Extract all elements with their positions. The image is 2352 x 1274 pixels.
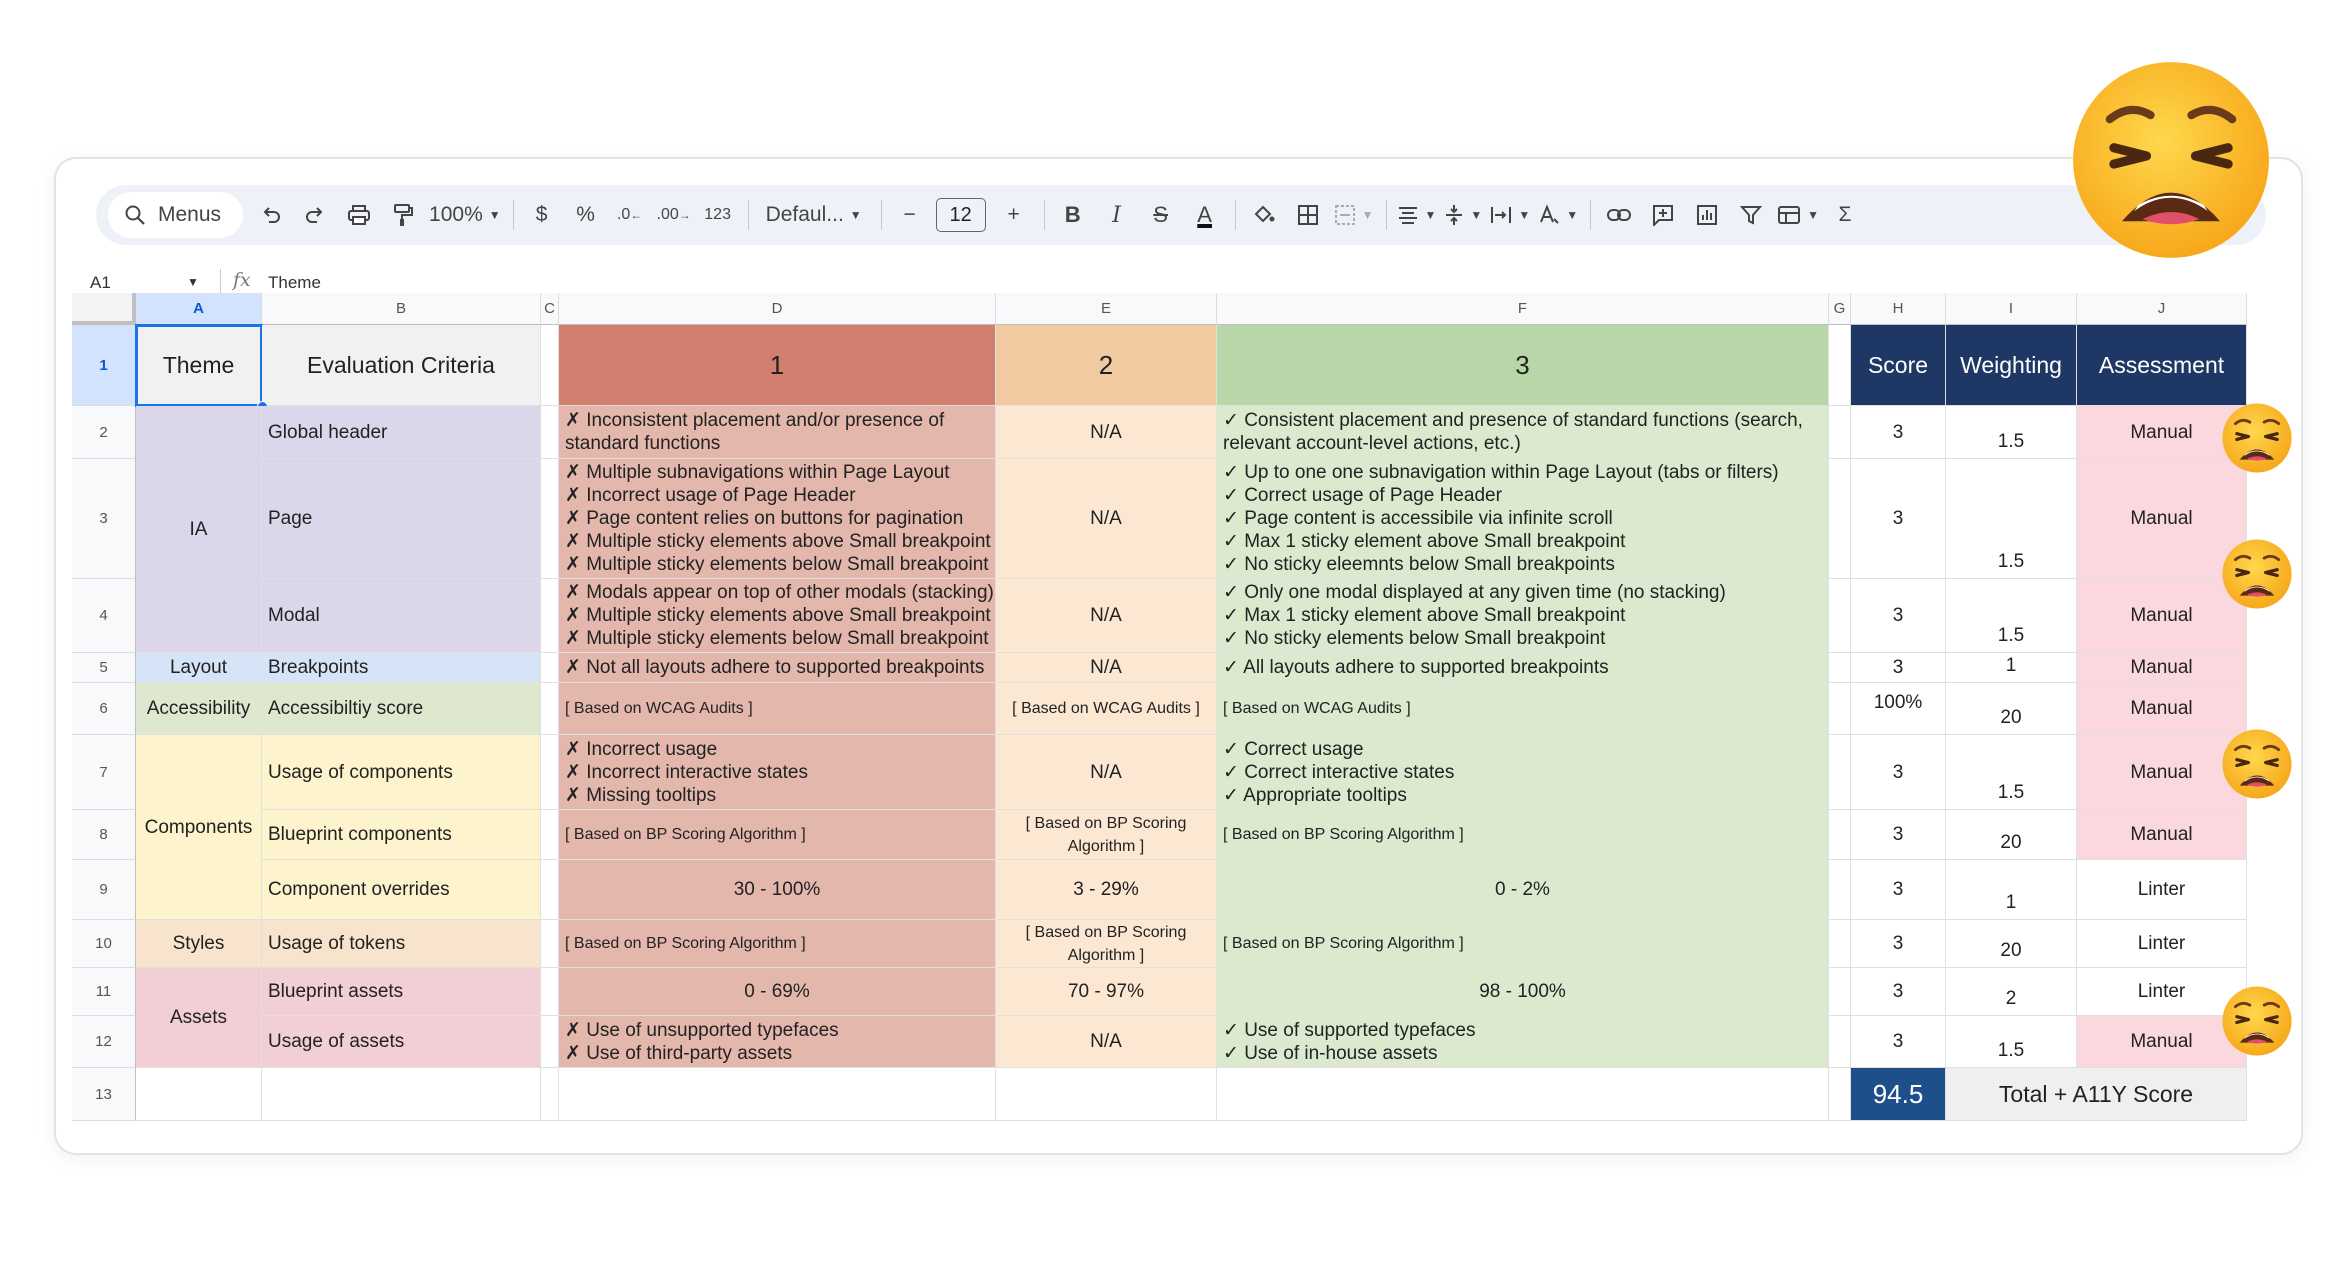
level-2-criteria[interactable]: N/A (996, 459, 1217, 579)
weighting-cell[interactable]: 1.5 (1946, 579, 2077, 653)
italic-button[interactable] (1099, 195, 1135, 235)
assessment-cell[interactable]: Manual (2077, 683, 2247, 735)
borders-button[interactable] (1290, 195, 1326, 235)
assessment-cell[interactable]: Manual (2077, 653, 2247, 683)
weary-face-icon (2221, 402, 2293, 474)
column-c-spacer[interactable] (541, 579, 559, 653)
empty-cell[interactable] (559, 1068, 996, 1121)
decrease-font-size-button[interactable] (892, 195, 928, 235)
zoom-value: 100% (429, 203, 483, 226)
row-header-11[interactable]: 11 (72, 968, 136, 1016)
column-g-spacer[interactable] (1829, 860, 1851, 920)
assessment-cell[interactable]: Manual (2077, 579, 2247, 653)
assessment-cell[interactable]: Manual (2077, 459, 2247, 579)
weary-face-emoji (2221, 538, 2293, 610)
filter-button[interactable] (1733, 195, 1769, 235)
paint-format-icon (392, 203, 414, 227)
weighting-cell[interactable]: 1.5 (1946, 406, 2077, 459)
italic-icon: I (1112, 202, 1121, 228)
text-rotate-icon (1538, 204, 1560, 226)
level-2-criteria[interactable]: N/A (996, 579, 1217, 653)
weary-face-emoji (2221, 985, 2293, 1057)
level-3-criteria[interactable]: ✓ Correct usage ✓ Correct interactive states ✓ Appropriate tooltips (1217, 735, 1829, 810)
header-level-1[interactable]: 1 (559, 325, 996, 406)
level-1-criteria[interactable]: ✗ Use of unsupported typefaces ✗ Use of third-party assets (559, 1016, 996, 1068)
text-wrap-icon (1490, 205, 1512, 225)
level-3-criteria[interactable]: [ Based on BP Scoring Algorithm ] (1217, 810, 1829, 860)
weighting-cell[interactable]: 20 (1946, 810, 2077, 860)
criteria-cell[interactable]: Breakpoints (262, 653, 541, 683)
score-cell[interactable]: 3 (1851, 579, 1946, 653)
theme-ia[interactable]: IA (136, 406, 262, 653)
header-score[interactable]: Score (1851, 325, 1946, 406)
level-1-criteria[interactable]: ✗ Modals appear on top of other modals (stacking) ✗ Multiple sticky elements above Small breakpoint ✗ Multiple sticky elements below Small breakpoint (559, 579, 996, 653)
functions-icon: Σ (1838, 203, 1852, 226)
print-button[interactable] (341, 195, 377, 235)
fx-icon: fx (233, 269, 251, 291)
table-view-button[interactable]: ▼ (1777, 195, 1819, 235)
chevron-down-icon: ▼ (849, 208, 862, 222)
weary-face-emoji (2221, 402, 2293, 474)
assessment-cell[interactable]: Linter (2077, 968, 2247, 1016)
redo-icon (304, 204, 326, 226)
search-icon (124, 204, 146, 226)
column-c-spacer[interactable] (541, 860, 559, 920)
row-header-13[interactable]: 13 (72, 1068, 136, 1121)
weighting-cell[interactable]: 20 (1946, 920, 2077, 968)
header-evaluation-criteria[interactable]: Evaluation Criteria (262, 325, 541, 406)
row-header-5[interactable]: 5 (72, 653, 136, 683)
header-level-2[interactable]: 2 (996, 325, 1217, 406)
column-c-spacer[interactable] (541, 1068, 559, 1121)
level-2-criteria[interactable]: 3 - 29% (996, 860, 1217, 920)
weary-face-icon (2221, 538, 2293, 610)
column-c-spacer[interactable] (541, 920, 559, 968)
row-header-3[interactable]: 3 (72, 459, 136, 579)
bold-icon: B (1064, 202, 1081, 227)
row-header-2[interactable]: 2 (72, 406, 136, 459)
toolbar (96, 185, 2266, 245)
increase-decimal-label: .00 (656, 206, 679, 223)
text-wrapping-button[interactable]: ▼ (1490, 195, 1530, 235)
level-1-criteria[interactable]: 30 - 100% (559, 860, 996, 920)
increase-font-icon: + (1007, 203, 1020, 226)
level-3-criteria[interactable]: ✓ Consistent placement and presence of standard functions (search, relevant account-level actions, etc.) (1217, 406, 1829, 459)
empty-cell[interactable] (262, 1068, 541, 1121)
select-all-corner[interactable] (72, 293, 136, 325)
empty-cell[interactable] (136, 1068, 262, 1121)
assessment-cell[interactable]: Manual (2077, 810, 2247, 860)
criteria-cell[interactable]: Usage of assets (262, 1016, 541, 1068)
criteria-cell[interactable]: Blueprint assets (262, 968, 541, 1016)
column-header-d[interactable]: D (559, 293, 996, 325)
table-view-icon (1777, 204, 1801, 226)
level-3-criteria[interactable]: ✓ Only one modal displayed at any given time (no stacking) ✓ Max 1 sticky element above Small breakpoint ✓ No sticky elements below Small breakpoint (1217, 579, 1829, 653)
empty-cell[interactable] (996, 1068, 1217, 1121)
level-2-criteria[interactable]: [ Based on WCAG Audits ] (996, 683, 1217, 735)
criteria-cell[interactable]: Blueprint components (262, 810, 541, 860)
column-header-e[interactable]: E (996, 293, 1217, 325)
theme-components[interactable]: Components (136, 735, 262, 920)
column-g-spacer[interactable] (1829, 406, 1851, 459)
column-header-j[interactable]: J (2077, 293, 2247, 325)
assessment-cell[interactable]: Manual (2077, 1016, 2247, 1068)
header-assessment[interactable]: Assessment (2077, 325, 2247, 406)
weary-face-icon (2221, 985, 2293, 1057)
row-header-8[interactable]: 8 (72, 810, 136, 860)
total-score[interactable]: 94.5 (1851, 1068, 1946, 1121)
theme-styles[interactable]: Styles (136, 920, 262, 968)
level-2-criteria[interactable]: [ Based on BP Scoring Algorithm ] (996, 920, 1217, 968)
paint-format-button[interactable] (385, 195, 421, 235)
assessment-cell[interactable]: Manual (2077, 735, 2247, 810)
criteria-cell[interactable]: Usage of tokens (262, 920, 541, 968)
level-3-criteria[interactable]: 0 - 2% (1217, 860, 1829, 920)
level-2-criteria[interactable]: N/A (996, 653, 1217, 683)
chevron-down-icon[interactable]: ▼ (187, 275, 199, 289)
column-header-b[interactable]: B (262, 293, 541, 325)
column-g-spacer[interactable] (1829, 325, 1851, 406)
column-g-spacer[interactable] (1829, 968, 1851, 1016)
column-g-spacer[interactable] (1829, 579, 1851, 653)
insert-comment-button[interactable] (1645, 195, 1681, 235)
level-3-criteria[interactable]: ✓ Up to one one subnavigation within Page Layout (tabs or filters) ✓ Correct usage of Page Header ✓ Page content is accessibile via infinite scroll ✓ Max 1 sticky element above Small breakpoint ✓ No sticky eleemnts below Small breakpoints (1217, 459, 1829, 579)
zoom-select[interactable] (429, 195, 501, 235)
fill-color-button[interactable] (1246, 195, 1282, 235)
row-header-10[interactable]: 10 (72, 920, 136, 968)
row-header-1[interactable]: 1 (72, 325, 136, 406)
search-menus-button[interactable] (108, 192, 243, 238)
header-theme[interactable]: Theme (136, 325, 262, 406)
chart-icon (1696, 204, 1718, 226)
strikethrough-button[interactable] (1143, 195, 1179, 235)
row-header-4[interactable]: 4 (72, 579, 136, 653)
sheet-grid (72, 293, 2292, 1133)
score-cell[interactable]: 3 (1851, 459, 1946, 579)
criteria-cell[interactable]: Global header (262, 406, 541, 459)
column-g-spacer[interactable] (1829, 810, 1851, 860)
level-1-criteria[interactable]: [ Based on BP Scoring Algorithm ] (559, 810, 996, 860)
redo-button[interactable] (297, 195, 333, 235)
weary-face-emoji-large (2069, 58, 2273, 262)
functions-button[interactable] (1827, 195, 1863, 235)
score-cell[interactable]: 3 (1851, 735, 1946, 810)
text-rotation-button[interactable]: ▼ (1538, 195, 1578, 235)
valign-icon (1444, 204, 1464, 226)
theme-accessibility[interactable]: Accessibility (136, 683, 262, 735)
level-3-criteria[interactable]: ✓ Use of supported typefaces ✓ Use of in-house assets (1217, 1016, 1829, 1068)
score-cell[interactable]: 3 (1851, 406, 1946, 459)
level-2-criteria[interactable]: N/A (996, 735, 1217, 810)
criteria-cell[interactable]: Modal (262, 579, 541, 653)
level-2-criteria[interactable]: N/A (996, 1016, 1217, 1068)
column-c-spacer[interactable] (541, 325, 559, 406)
column-g-spacer[interactable] (1829, 683, 1851, 735)
criteria-cell[interactable]: Accessibiltiy score (262, 683, 541, 735)
strikethrough-icon: S (1153, 202, 1168, 227)
toolbar-divider (1386, 200, 1387, 230)
weighting-cell[interactable]: 1 (1946, 653, 2077, 683)
weighting-cell[interactable]: 1 (1946, 860, 2077, 920)
insert-chart-button[interactable] (1689, 195, 1725, 235)
increase-decimal-button[interactable]: .00 → (656, 206, 691, 223)
score-cell[interactable]: 100% (1851, 683, 1946, 735)
total-label[interactable]: Total + A11Y Score (1946, 1068, 2247, 1121)
undo-button[interactable] (253, 195, 289, 235)
column-g-spacer[interactable] (1829, 1068, 1851, 1121)
column-g-spacer[interactable] (1829, 1016, 1851, 1068)
header-weighting[interactable]: Weighting (1946, 325, 2077, 406)
criteria-cell[interactable]: Component overrides (262, 860, 541, 920)
search-menus-label: Menus (158, 203, 222, 226)
column-c-spacer[interactable] (541, 653, 559, 683)
toolbar-divider (1235, 200, 1236, 230)
weighting-cell[interactable]: 1.5 (1946, 459, 2077, 579)
borders-icon (1297, 204, 1319, 226)
decrease-decimal-button[interactable]: .0 ← (616, 206, 643, 223)
column-header-c[interactable]: C (541, 293, 559, 325)
filter-icon (1740, 204, 1762, 226)
level-2-criteria[interactable]: 70 - 97% (996, 968, 1217, 1016)
theme-assets[interactable]: Assets (136, 968, 262, 1068)
column-c-spacer[interactable] (541, 406, 559, 459)
score-cell[interactable]: 3 (1851, 1016, 1946, 1068)
score-cell[interactable]: 3 (1851, 860, 1946, 920)
column-g-spacer[interactable] (1829, 920, 1851, 968)
name-box[interactable]: A1 (90, 273, 111, 292)
criteria-cell[interactable]: Usage of components (262, 735, 541, 810)
chevron-down-icon: ▼ (488, 208, 501, 222)
weary-face-emoji (2221, 728, 2293, 800)
font-family-select[interactable] (759, 195, 869, 235)
level-1-criteria[interactable]: ✗ Multiple subnavigations within Page Layout ✗ Incorrect usage of Page Header ✗ Page content relies on buttons for pagination ✗ Multiple sticky elements above Small breakpoint ✗ Multiple sticky elements below Small breakpoint (559, 459, 996, 579)
column-header-h[interactable]: H (1851, 293, 1946, 325)
toolbar-divider (1590, 200, 1591, 230)
toolbar-divider (513, 200, 514, 230)
comment-icon (1652, 204, 1674, 226)
font-family-value: Defaul... (765, 203, 844, 226)
column-g-spacer[interactable] (1829, 653, 1851, 683)
level-1-criteria[interactable]: 0 - 69% (559, 968, 996, 1016)
bold-button[interactable] (1055, 195, 1091, 235)
decrease-font-icon: − (903, 203, 916, 226)
number-format-button[interactable]: 123 (704, 206, 731, 223)
column-header-g[interactable]: G (1829, 293, 1851, 325)
column-g-spacer[interactable] (1829, 735, 1851, 810)
assessment-cell[interactable]: Linter (2077, 920, 2247, 968)
column-header-a[interactable]: A (136, 293, 262, 325)
row-header-6[interactable]: 6 (72, 683, 136, 735)
link-icon (1606, 207, 1632, 223)
header-level-3[interactable]: 3 (1217, 325, 1829, 406)
column-c-spacer[interactable] (541, 1016, 559, 1068)
spreadsheet-window (54, 157, 2303, 1155)
column-c-spacer[interactable] (541, 968, 559, 1016)
text-color-icon: A (1197, 202, 1212, 227)
merge-cells-button[interactable]: ▼ (1334, 195, 1374, 235)
percent-format-button[interactable]: % (576, 203, 595, 226)
level-3-criteria[interactable]: [ Based on WCAG Audits ] (1217, 683, 1829, 735)
column-header-i[interactable]: I (1946, 293, 2077, 325)
column-header-f[interactable]: F (1217, 293, 1829, 325)
level-3-criteria[interactable]: ✓ All layouts adhere to supported breakpoints (1217, 653, 1829, 683)
font-size-input[interactable]: 12 (936, 198, 986, 232)
theme-layout[interactable]: Layout (136, 653, 262, 683)
empty-cell[interactable] (1217, 1068, 1829, 1121)
horizontal-align-button[interactable]: ▼ (1397, 195, 1437, 235)
level-1-criteria[interactable]: [ Based on BP Scoring Algorithm ] (559, 920, 996, 968)
column-c-spacer[interactable] (541, 459, 559, 579)
print-icon (347, 204, 371, 226)
weighting-cell[interactable]: 1.5 (1946, 1016, 2077, 1068)
level-1-criteria[interactable]: ✗ Inconsistent placement and/or presence of standard functions (559, 406, 996, 459)
toolbar-divider (748, 200, 749, 230)
weighting-cell[interactable]: 20 (1946, 683, 2077, 735)
level-1-criteria[interactable]: [ Based on WCAG Audits ] (559, 683, 996, 735)
score-cell[interactable]: 3 (1851, 810, 1946, 860)
fill-color-icon (1252, 204, 1276, 226)
column-g-spacer[interactable] (1829, 459, 1851, 579)
text-color-button[interactable] (1187, 195, 1223, 235)
level-3-criteria[interactable]: [ Based on BP Scoring Algorithm ] (1217, 920, 1829, 968)
column-c-spacer[interactable] (541, 810, 559, 860)
weary-face-icon (2221, 728, 2293, 800)
weary-face-icon (2069, 58, 2273, 262)
formula-input[interactable]: Theme (268, 273, 321, 292)
weighting-cell[interactable]: 1.5 (1946, 735, 2077, 810)
toolbar-divider (881, 200, 882, 230)
align-icon (1397, 205, 1419, 225)
insert-link-button[interactable] (1601, 195, 1637, 235)
level-3-criteria[interactable]: 98 - 100% (1217, 968, 1829, 1016)
decrease-decimal-label: .0 (616, 206, 631, 223)
undo-icon (260, 204, 282, 226)
level-2-criteria[interactable]: N/A (996, 406, 1217, 459)
row-header-12[interactable]: 12 (72, 1016, 136, 1068)
toolbar-divider (1044, 200, 1045, 230)
column-c-spacer[interactable] (541, 735, 559, 810)
row-header-7[interactable]: 7 (72, 735, 136, 810)
level-1-criteria[interactable]: ✗ Not all layouts adhere to supported breakpoints (559, 653, 996, 683)
assessment-cell[interactable]: Manual (2077, 406, 2247, 459)
increase-font-size-button[interactable] (996, 195, 1032, 235)
weighting-cell[interactable]: 2 (1946, 968, 2077, 1016)
score-cell[interactable]: 3 (1851, 653, 1946, 683)
vertical-align-button[interactable]: ▼ (1444, 195, 1482, 235)
score-cell[interactable]: 3 (1851, 968, 1946, 1016)
level-1-criteria[interactable]: ✗ Incorrect usage ✗ Incorrect interactive states ✗ Missing tooltips (559, 735, 996, 810)
currency-format-button[interactable]: $ (535, 203, 548, 226)
score-cell[interactable]: 3 (1851, 920, 1946, 968)
merge-cells-icon (1334, 204, 1356, 226)
assessment-cell[interactable]: Linter (2077, 860, 2247, 920)
criteria-cell[interactable]: Page (262, 459, 541, 579)
level-2-criteria[interactable]: [ Based on BP Scoring Algorithm ] (996, 810, 1217, 860)
column-c-spacer[interactable] (541, 683, 559, 735)
row-header-9[interactable]: 9 (72, 860, 136, 920)
